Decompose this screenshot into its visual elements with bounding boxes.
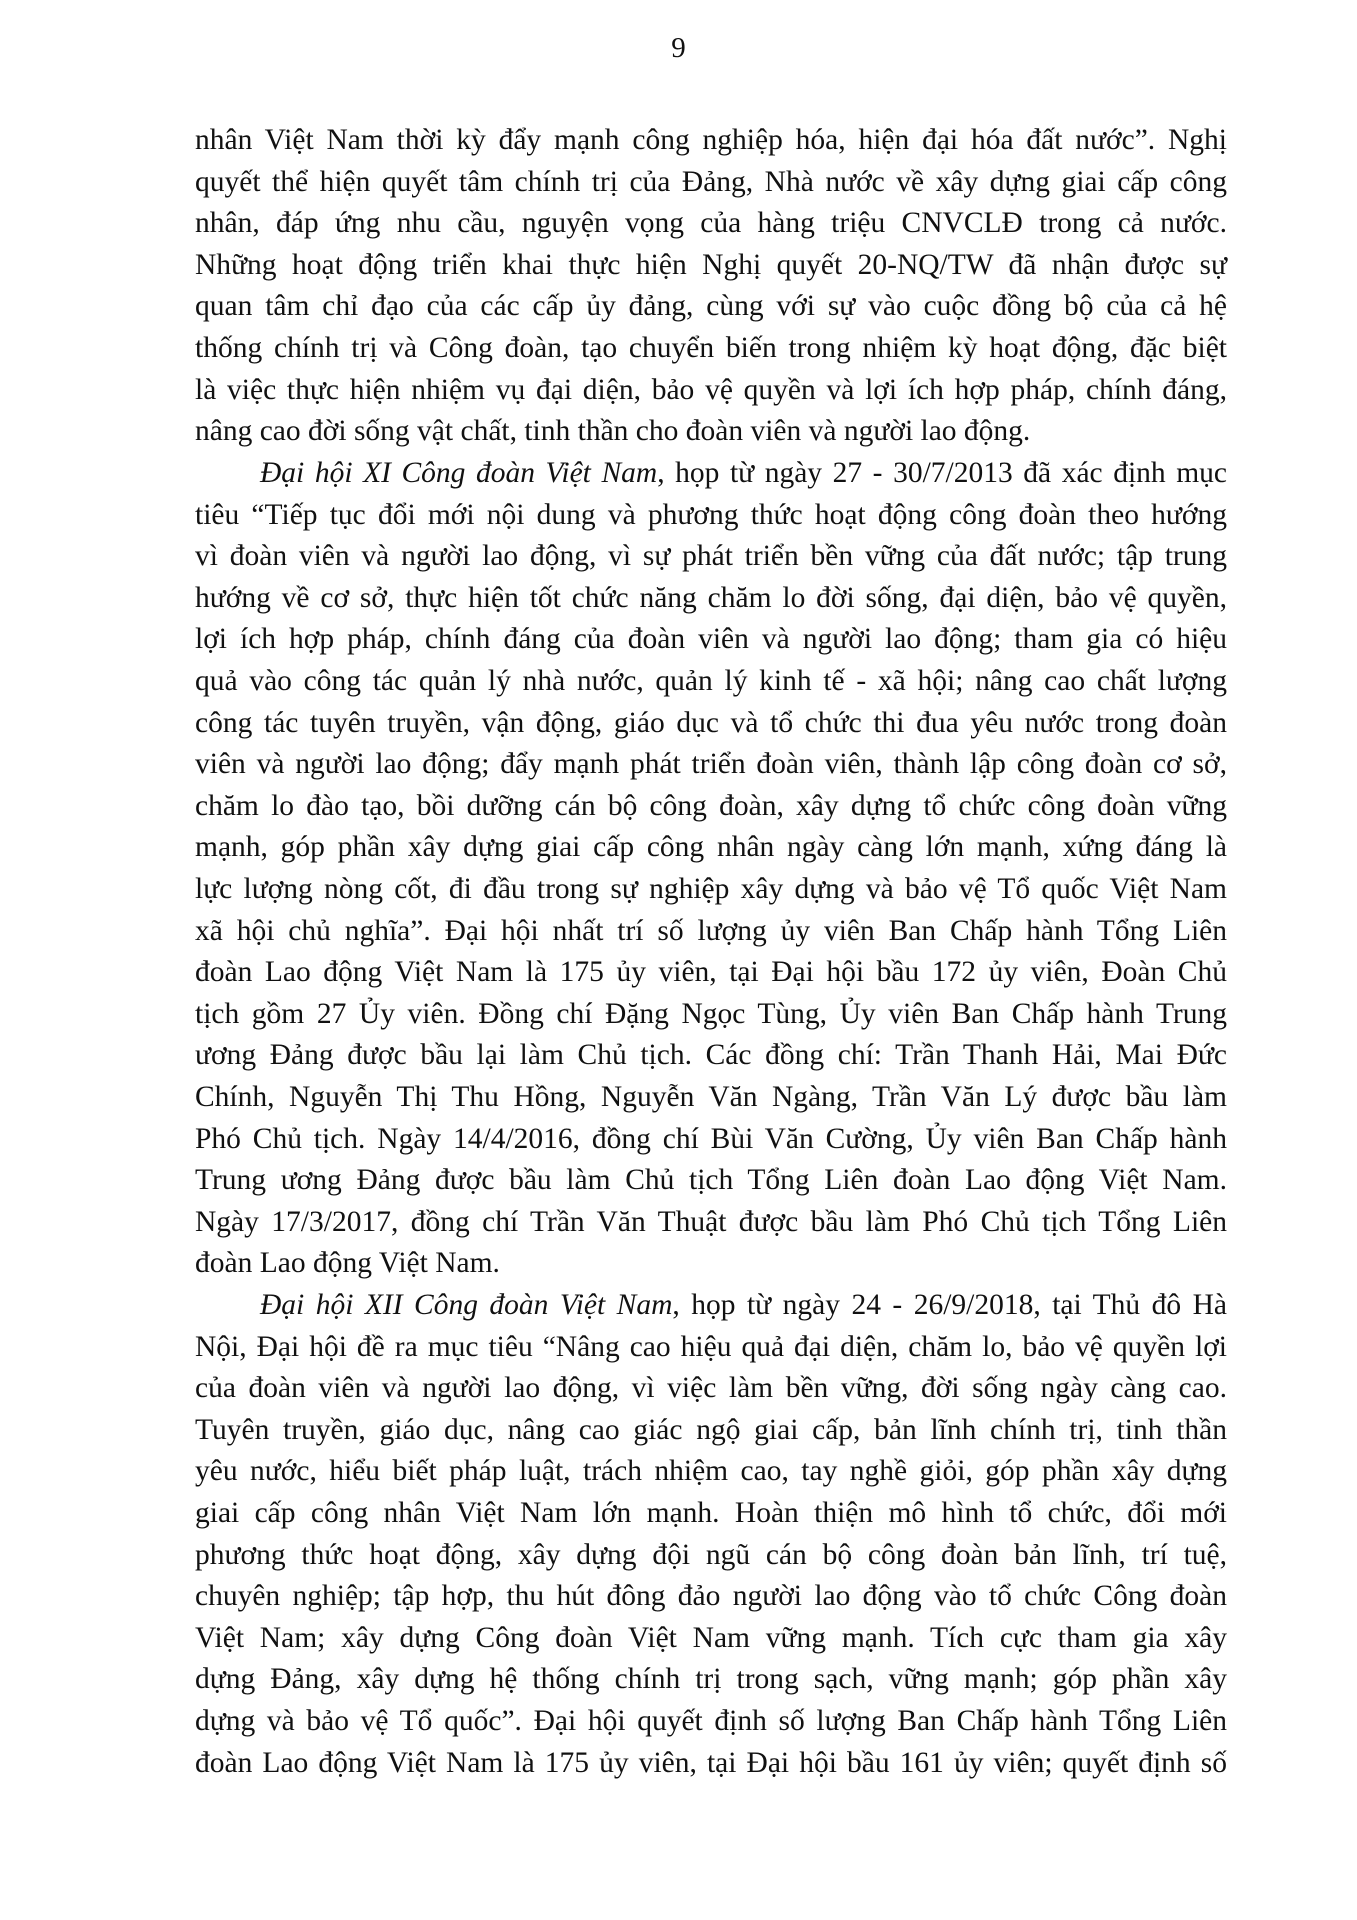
text-line: tịch gồm 27 Ủy viên. Đồng chí Đặng Ngọc Tùng, Ủy viên Ban Chấp hành Trung [195,997,1227,1030]
text-line: vì đoàn viên và người lao động, vì sự phát triển bền vững của đất nước; tập trung [195,540,1227,573]
text-line: Chính, Nguyễn Thị Thu Hồng, Nguyễn Văn Ngàng, Trần Văn Lý được bầu làm [195,1080,1227,1113]
congress-name-italic: Đại hội XII Công đoàn Việt Nam [260,1289,673,1321]
lead-text: , họp từ ngày 27 - 30/7/2013 đã xác định mục [657,457,1228,489]
text-line: viên và người lao động; đẩy mạnh phát triển đoàn viên, thành lập công đoàn cơ sở, [195,748,1227,781]
text-line: thống chính trị và Công đoàn, tạo chuyển biến trong nhiệm kỳ hoạt động, đặc biệt [195,331,1227,364]
text-line: tiêu “Tiếp tục đổi mới nội dung và phương thức hoạt động công đoàn theo hướng [195,498,1227,531]
lead-text: , họp từ ngày 24 - 26/9/2018, tại Thủ đô Hà [672,1289,1227,1321]
paragraph-congress-xii [195,1285,1227,1784]
congress-name-italic: Đại hội XI Công đoàn Việt Nam [260,457,658,489]
text-line: nâng cao đời sống vật chất, tinh thần cho đoàn viên và người lao động. [195,415,1031,448]
text-line: quyết thể hiện quyết tâm chính trị của Đảng, Nhà nước về xây dựng giai cấp công [195,165,1227,198]
paragraph-lead-line [195,1285,1227,1327]
text-line: Phó Chủ tịch. Ngày 14/4/2016, đồng chí Bùi Văn Cường, Ủy viên Ban Chấp hành [195,1122,1227,1155]
text-line: chăm lo đào tạo, bồi dưỡng cán bộ công đoàn, xây dựng tổ chức công đoàn vững [195,789,1227,822]
text-line: công tác tuyên truyền, vận động, giáo dục và tổ chức thi đua yêu nước trong đoàn [195,706,1227,739]
text-line: Ngày 17/3/2017, đồng chí Trần Văn Thuật được bầu làm Phó Chủ tịch Tổng Liên [195,1205,1227,1238]
paragraph-lead-line [195,453,1227,495]
text-line: dựng Đảng, xây dựng hệ thống chính trị trong sạch, vững mạnh; góp phần xây [195,1663,1227,1696]
text-line: Việt Nam; xây dựng Công đoàn Việt Nam vững mạnh. Tích cực tham gia xây [195,1621,1227,1654]
text-line: đoàn Lao động Việt Nam là 175 ủy viên, tại Đại hội bầu 161 ủy viên; quyết định số [195,1746,1227,1779]
text-line: nhân Việt Nam thời kỳ đẩy mạnh công nghiệp hóa, hiện đại hóa đất nước”. Nghị [195,124,1227,156]
text-line: là việc thực hiện nhiệm vụ đại diện, bảo vệ quyền và lợi ích hợp pháp, chính đáng, [195,373,1227,406]
text-line: Tuyên truyền, giáo dục, nâng cao giác ngộ giai cấp, bản lĩnh chính trị, tinh thần [195,1413,1227,1446]
text-line: xã hội chủ nghĩa”. Đại hội nhất trí số lượng ủy viên Ban Chấp hành Tổng Liên [195,914,1227,947]
text-line: chuyên nghiệp; tập hợp, thu hút đông đảo người lao động vào tổ chức Công đoàn [195,1580,1227,1613]
text-line: lực lượng nòng cốt, đi đầu trong sự nghiệp xây dựng và bảo vệ Tổ quốc Việt Nam [195,872,1227,905]
text-line: lợi ích hợp pháp, chính đáng của đoàn viên và người lao động; tham gia có hiệu [195,623,1227,656]
paragraph-intro [195,120,1227,453]
page-number: 9 [671,32,686,64]
text-line: ương Đảng được bầu lại làm Chủ tịch. Các đồng chí: Trần Thanh Hải, Mai Đức [195,1039,1227,1072]
text-line: nhân, đáp ứng nhu cầu, nguyện vọng của hàng triệu CNVCLĐ trong cả nước. [195,207,1227,240]
text-line: đoàn Lao động Việt Nam. [195,1247,500,1280]
paragraph-congress-xi [195,453,1227,1285]
text-line: quan tâm chỉ đạo của các cấp ủy đảng, cùng với sự vào cuộc đồng bộ của cả hệ [195,290,1227,323]
text-line: đoàn Lao động Việt Nam là 175 ủy viên, tại Đại hội bầu 172 ủy viên, Đoàn Chủ [195,956,1227,989]
text-line: Những hoạt động triển khai thực hiện Nghị quyết 20-NQ/TW đã nhận được sự [195,248,1227,281]
text-line: hướng về cơ sở, thực hiện tốt chức năng chăm lo đời sống, đại diện, bảo vệ quyền, [195,581,1227,614]
text-line: giai cấp công nhân Việt Nam lớn mạnh. Hoàn thiện mô hình tổ chức, đổi mới [195,1496,1227,1529]
text-line: Trung ương Đảng được bầu làm Chủ tịch Tổng Liên đoàn Lao động Việt Nam. [195,1164,1227,1197]
text-line: Nội, Đại hội đề ra mục tiêu “Nâng cao hiệu quả đại diện, chăm lo, bảo vệ quyền lợi [195,1330,1227,1363]
text-line: phương thức hoạt động, xây dựng đội ngũ cán bộ công đoàn bản lĩnh, trí tuệ, [195,1538,1227,1571]
text-line: mạnh, góp phần xây dựng giai cấp công nhân ngày càng lớn mạnh, xứng đáng là [195,831,1227,864]
text-line: của đoàn viên và người lao động, vì việc làm bền vững, đời sống ngày càng cao. [195,1372,1227,1405]
text-line: dựng và bảo vệ Tổ quốc”. Đại hội quyết định số lượng Ban Chấp hành Tổng Liên [195,1704,1227,1737]
text-line: yêu nước, hiểu biết pháp luật, trách nhiệm cao, tay nghề giỏi, góp phần xây dựng [195,1455,1227,1488]
text-line: quả vào công tác quản lý nhà nước, quản lý kinh tế - xã hội; nâng cao chất lượng [195,664,1227,697]
